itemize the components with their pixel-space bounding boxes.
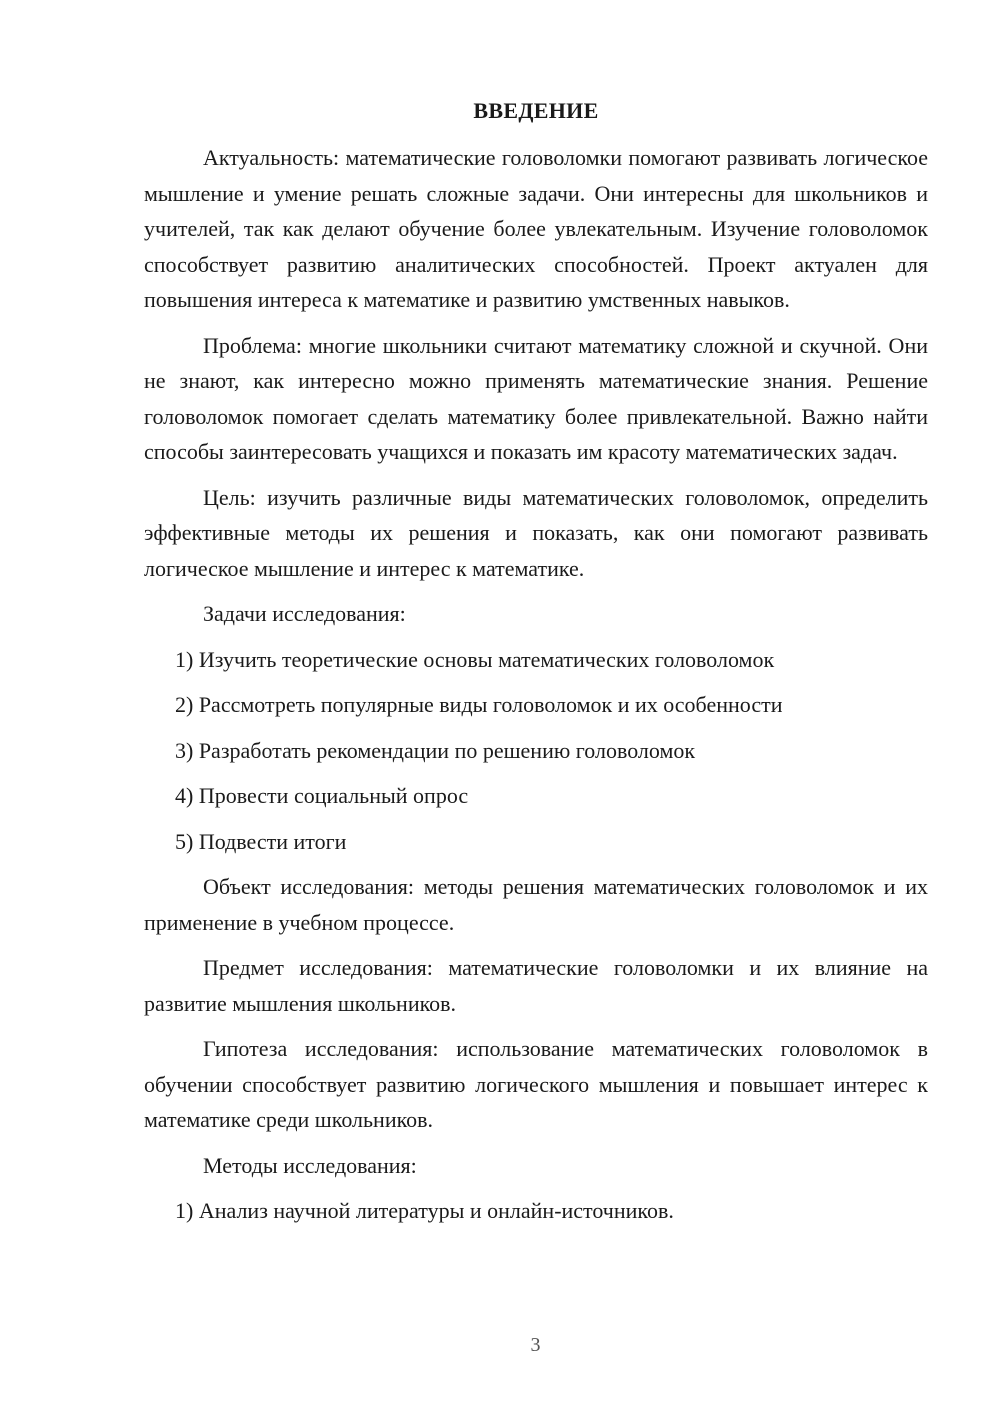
method-item-1: 1) Анализ научной литературы и онлайн-источников. bbox=[175, 1198, 674, 1223]
tasks-heading: Задачи исследования: bbox=[203, 601, 406, 626]
goal-paragraph: Цель: изучить различные виды математических головоломок, определить эффективные методы их решения и показать, как они помогают развивать логическое мышление и интерес к математике. bbox=[144, 484, 928, 581]
task-item-4: 4) Провести социальный опрос bbox=[175, 783, 469, 808]
page-number: 3 bbox=[530, 1334, 541, 1356]
object-paragraph: Объект исследования: методы решения математических головоломок и их применение в учебном процессе. bbox=[144, 874, 928, 935]
task-item-5: 5) Подвести итоги bbox=[175, 828, 347, 854]
task-item-2: 2) Рассмотреть популярные виды головоломок и их особенности bbox=[175, 692, 783, 717]
page-title: ВВЕДЕНИЕ bbox=[473, 98, 599, 123]
hypothesis-paragraph: Гипотеза исследования: использование математических головоломок в обучении способствует развитию логического мышления и повышает интерес к математике среди школьников. bbox=[144, 1036, 928, 1132]
methods-heading: Методы исследования: bbox=[203, 1152, 417, 1178]
task-item-3: 3) Разработать рекомендации по решению головоломок bbox=[175, 737, 696, 763]
subject-paragraph: Предмет исследования: математические головоломки и их влияние на развитие мышления школьников. bbox=[144, 955, 928, 1016]
relevance-paragraph: Актуальность: математические головоломки помогают развивать логическое мышление и умение решать сложные задачи. Они интересны для школьников и учителей, так как делают обучение более увлекательным. Изучение головоломок способствует развитию аналитических способностей. Проект актуален для повышения интереса к математике и развитию умственных навыков. bbox=[144, 145, 928, 312]
problem-paragraph: Проблема: многие школьники считают математику сложной и скучной. Они не знают, как интересно можно применять математические знания. Решение головоломок помогает сделать математику более привлекательной. Важно найти способы заинтересовать учащихся и показать им красоту математических задач. bbox=[144, 332, 928, 464]
task-item-1: 1) Изучить теоретические основы математических головоломок bbox=[175, 646, 775, 672]
document-body bbox=[144, 96, 928, 1239]
